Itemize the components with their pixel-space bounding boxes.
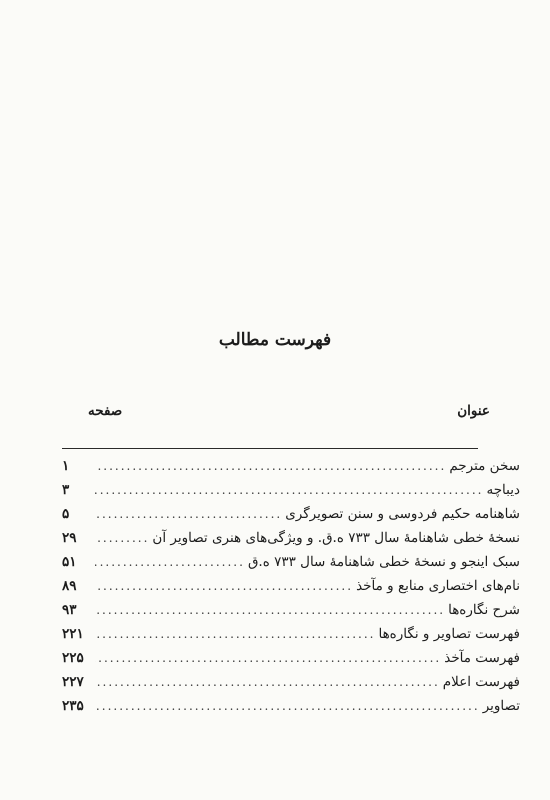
dot-leader — [95, 603, 445, 617]
toc-entry-page: ۵۱ — [62, 554, 77, 570]
page-title: فهرست مطالب — [218, 330, 332, 350]
toc-entry-title: سخن مترجم — [449, 458, 520, 474]
toc-row — [62, 650, 520, 674]
dot-leader — [95, 531, 149, 545]
table-of-contents — [62, 458, 520, 722]
toc-entry-page: ۹۳ — [62, 602, 77, 618]
toc-row — [62, 482, 520, 506]
dot-leader — [95, 555, 245, 569]
dot-leader — [95, 675, 440, 689]
toc-entry-page: ۵ — [62, 506, 70, 522]
toc-row — [62, 506, 520, 530]
toc-entry-page: ۲۲۵ — [62, 650, 84, 666]
toc-entry-page: ۲۲۱ — [62, 626, 84, 642]
toc-entry-title: دیباچه — [486, 482, 520, 498]
dot-leader — [95, 699, 480, 713]
toc-row — [62, 674, 520, 698]
toc-row — [62, 602, 520, 626]
toc-row — [62, 578, 520, 602]
toc-row — [62, 626, 520, 650]
toc-entry-title: سبک اینجو و نسخهٔ خطی شاهنامهٔ سال ۷۳۳ ه.ق — [247, 554, 520, 570]
toc-row — [62, 698, 520, 722]
dot-leader — [95, 627, 375, 641]
toc-entry-title: فهرست اعلام — [442, 674, 520, 690]
dot-leader — [95, 483, 483, 497]
toc-entry-page: ۲۹ — [62, 530, 77, 546]
toc-entry-page: ۳ — [62, 482, 70, 498]
column-header-title: عنوان — [457, 403, 490, 419]
header-divider — [62, 448, 478, 449]
toc-entry-title: فهرست مآخذ — [444, 650, 520, 666]
toc-entry-page: ۸۹ — [62, 578, 77, 594]
toc-entry-title: نام‌های اختصاری منابع و مآخذ — [356, 578, 520, 594]
toc-entry-title: شرح نگاره‌ها — [448, 602, 520, 618]
dot-leader — [95, 651, 441, 665]
dot-leader — [95, 507, 282, 521]
dot-leader — [95, 579, 353, 593]
toc-entry-title: شاهنامه حکیم فردوسی و سنن تصویرگری — [285, 506, 520, 522]
toc-entry-page: ۲۳۵ — [62, 698, 84, 714]
toc-entry-title: نسخهٔ خطی شاهنامهٔ سال ۷۳۳ ه.ق. و ویژگی‌های هنری تصاویر آن — [152, 530, 520, 546]
toc-entry-page: ۱ — [62, 458, 70, 474]
toc-entry-title: تصاویر — [482, 698, 520, 714]
toc-entry-title: فهرست تصاویر و نگاره‌ها — [378, 626, 520, 642]
toc-entry-page: ۲۲۷ — [62, 674, 84, 690]
dot-leader — [95, 459, 446, 473]
toc-row — [62, 554, 520, 578]
toc-row — [62, 530, 520, 554]
column-header-page: صفحه — [88, 403, 123, 419]
toc-row — [62, 458, 520, 482]
